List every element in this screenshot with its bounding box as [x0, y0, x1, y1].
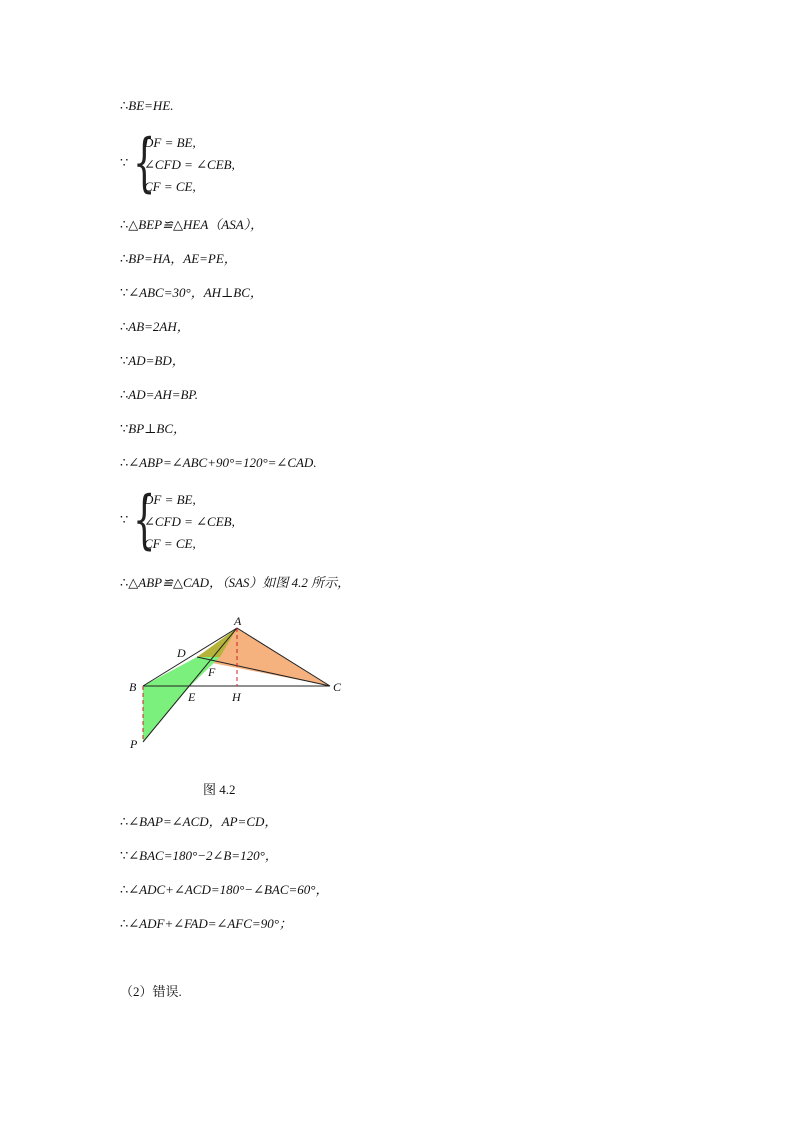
triangle-diagram: [120, 612, 360, 757]
proof-line-4: ∴BP=HA，AE=PE，: [120, 251, 237, 266]
condition-row: ∠CFD = ∠CEB,: [144, 157, 235, 172]
proof-line-7: ∵AD=BD，: [120, 353, 185, 368]
label-c: C: [333, 680, 342, 694]
proof-line-15: ∴∠ADC+∠ACD=180°−∠BAC=60°，: [120, 882, 329, 897]
label-f: F: [208, 665, 216, 679]
proof-line-6: ∴AB=2AH，: [120, 319, 190, 334]
proof-line-14: ∵∠BAC=180°−2∠B=120°，: [120, 848, 278, 863]
condition-row: DF = BE,: [144, 492, 196, 507]
condition-row: ∠CFD = ∠CEB,: [144, 514, 235, 529]
geometry-figure: [120, 612, 360, 761]
left-brace-icon: {: [133, 126, 156, 200]
proof-line-5: ∵∠ABC=30°，AH⊥BC，: [120, 285, 263, 300]
part-2-answer: （2）错误.: [120, 984, 182, 999]
condition-row: CF = CE,: [144, 179, 196, 194]
condition-row: CF = CE,: [144, 536, 196, 551]
label-e: E: [188, 690, 196, 704]
proof-line-1: ∴BE=HE.: [120, 98, 174, 113]
proof-line-3: ∴△BEP≌△HEA（ASA），: [120, 217, 264, 232]
label-h: H: [232, 690, 241, 704]
proof-line-10: ∴∠ABP=∠ABC+90°=120°=∠CAD.: [120, 455, 317, 470]
left-brace-icon: {: [133, 483, 156, 557]
label-p: P: [130, 737, 138, 751]
proof-line-13: ∴∠BAP=∠ACD，AP=CD，: [120, 814, 278, 829]
label-b: B: [129, 680, 137, 694]
figure-caption: 图 4.2: [203, 782, 236, 797]
because-symbol: ∵: [120, 512, 129, 527]
because-symbol: ∵: [120, 155, 129, 170]
label-d: D: [177, 646, 186, 660]
proof-line-12: ∴△ABP≌△CAD，（SAS）如图 4.2 所示，: [120, 575, 351, 590]
proof-line-9: ∵BP⊥BC，: [120, 421, 187, 436]
proof-line-8: ∴AD=AH=BP.: [120, 387, 198, 402]
condition-row: DF = BE,: [144, 135, 196, 150]
label-a: A: [234, 614, 242, 628]
proof-line-16: ∴∠ADF+∠FAD=∠AFC=90°；: [120, 916, 292, 931]
